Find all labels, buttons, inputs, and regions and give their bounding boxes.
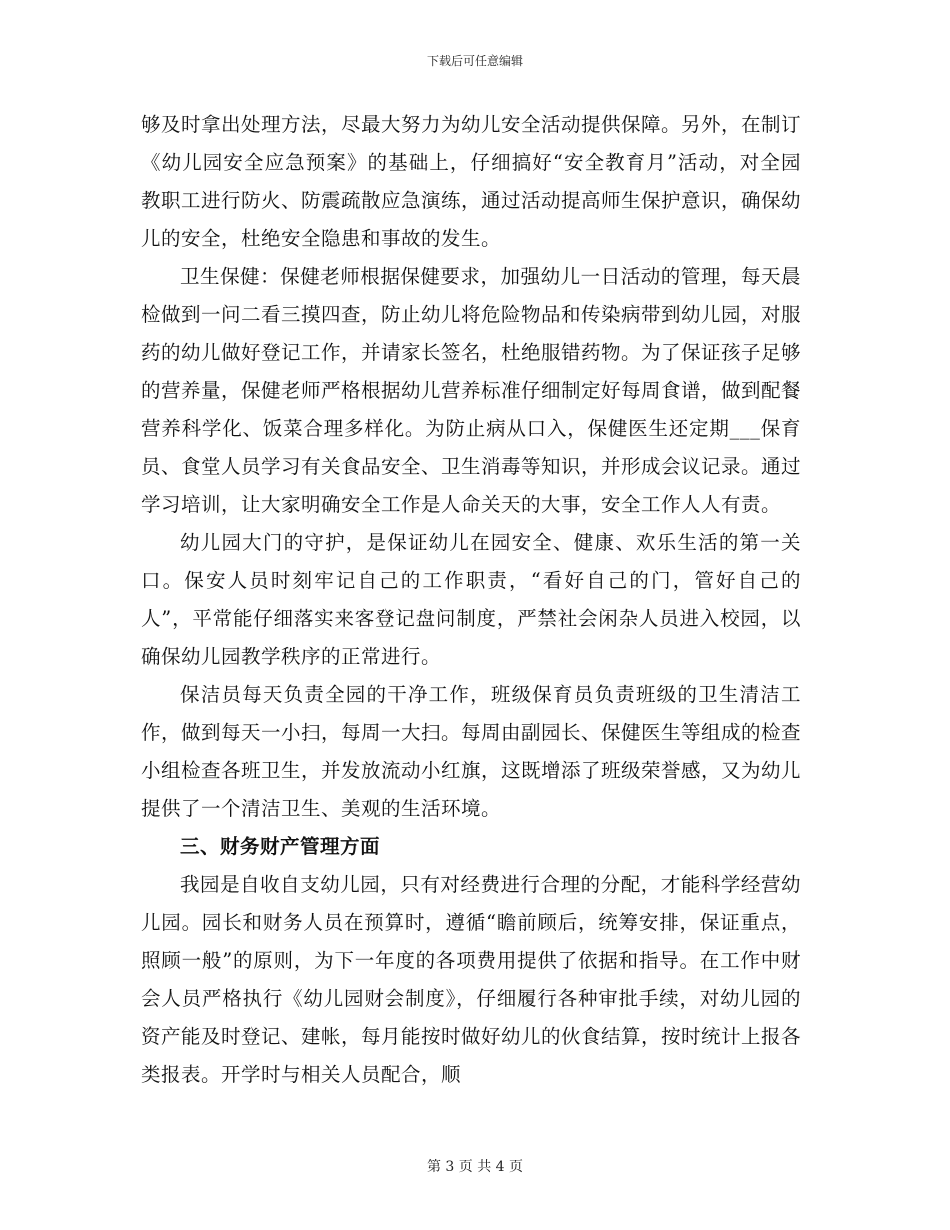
paragraph-gate-security: 幼儿园大门的守护，是保证幼儿在园安全、健康、欢乐生活的第一关口。保安人员时刻牢记自己的工作职责，“看好自己的门，管好自己的人”，平常能仔细落实来客登记盘问制度，严禁社会闲杂人员进入校园，以确保幼儿园教学秩序的正常进行。 bbox=[141, 531, 801, 668]
page-header: 下载后可任意编辑 bbox=[426, 54, 523, 68]
paragraph-health-care: 卫生保健：保健老师根据保健要求，加强幼儿一日活动的管理，每天晨检做到一问二看三摸四查，防止幼儿将危险物品和传染病带到幼儿园，对服药的幼儿做好登记工作，并请家长签名，杜绝服错药物。为了保证孩子足够的营养量，保健老师严格根据幼儿营养标准仔细制定好每周食谱，做到配餐营养科学化、饭菜合理多样化。为防止病从口入，保健医生还定期___保育员、食堂人员学习有关食品安全、卫生消毒等知识，并形成会议记录。通过学习培训，让大家明确安全工作是人命关天的大事，安全工作人人有责。 bbox=[141, 265, 802, 516]
document-body bbox=[141, 106, 801, 1094]
section-heading-finance: 三、财务财产管理方面 bbox=[180, 835, 381, 858]
paragraph-finance: 我园是自收自支幼儿园，只有对经费进行合理的分配，才能科学经营幼儿园。园长和财务人员在预算时，遵循“瞻前顾后，统筹安排，保证重点，照顾一般”的原则，为下一年度的各项费用提供了依据和指导。在工作中财会人员严格执行《幼儿园财会制度》，仔细履行各种审批手续，对幼儿园的资产能及时登记、建帐，每月能按时做好幼儿的伙食结算，按时统计上报各类报表。开学时与相关人员配合，顺 bbox=[141, 873, 802, 1086]
paragraph-safety-continued: 够及时拿出处理方法，尽最大努力为幼儿安全活动提供保障。另外，在制订《幼儿园安全应急预案》的基础上，仔细搞好“安全教育月”活动，对全园教职工进行防火、防震疏散应急演练，通过活动提高师生保护意识，确保幼儿的安全，杜绝安全隐患和事故的发生。 bbox=[141, 113, 802, 250]
paragraph-cleaning: 保洁员每天负责全园的干净工作，班级保育员负责班级的卫生清洁工作，做到每天一小扫，每周一大扫。每周由副园长、保健医生等组成的检查小组检查各班卫生，并发放流动小红旗，这既增添了班级荣誉感，又为幼儿提供了一个清洁卫生、美观的生活环境。 bbox=[141, 683, 802, 820]
page-footer: 第 3 页 共 4 页 bbox=[426, 1159, 524, 1175]
